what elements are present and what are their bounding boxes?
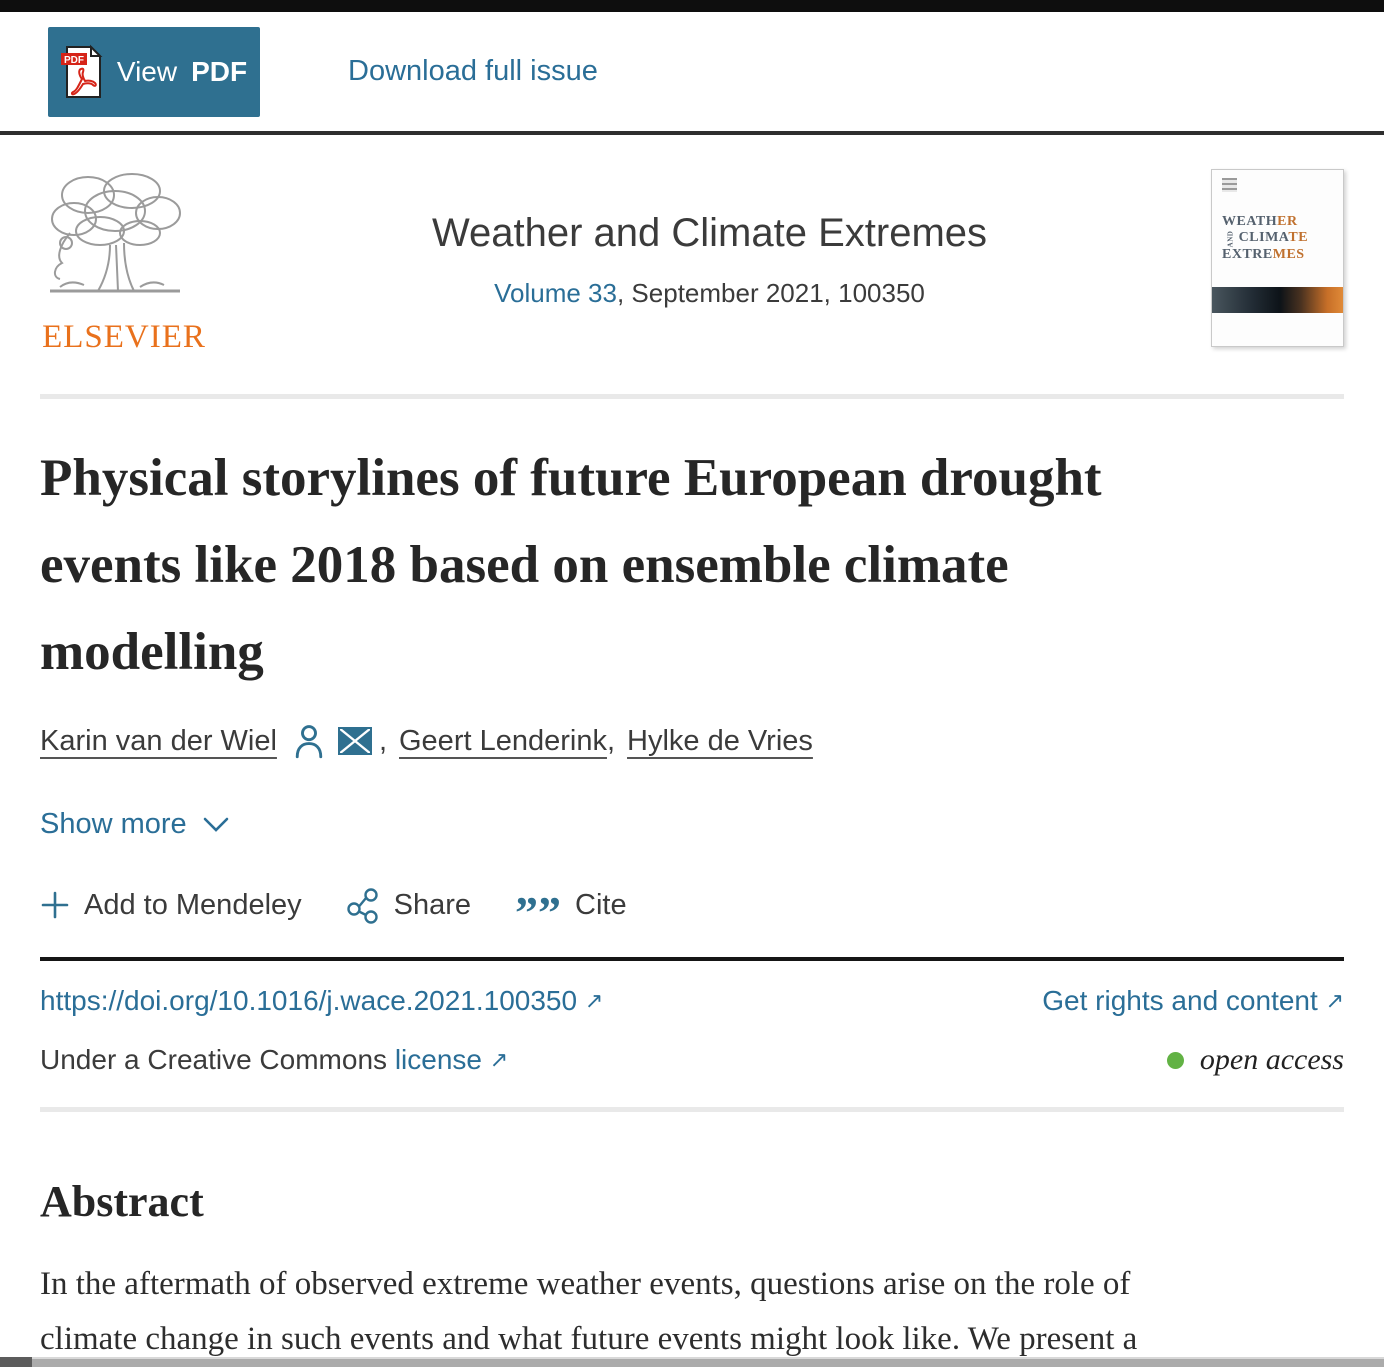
pdf-file-icon	[61, 45, 103, 99]
add-to-mendeley-label: Add to Mendeley	[84, 888, 302, 921]
abstract-line2: climate change in such events and what future events might look like. We present a	[40, 1321, 1138, 1357]
cover-line3-orange: MES	[1272, 247, 1305, 262]
cover-line1-orange: ER	[1277, 214, 1298, 229]
view-pdf-button[interactable]	[48, 27, 260, 117]
license-link-label: license	[394, 1044, 482, 1075]
cover-and-label: AND	[1226, 230, 1235, 248]
author-link-geert-lenderink[interactable]: Geert Lenderink	[399, 724, 607, 757]
cite-button[interactable]	[515, 887, 627, 938]
cover-line2-orange: TE	[1288, 230, 1309, 245]
elsevier-tree-icon	[40, 167, 190, 317]
author-separator: ,	[378, 724, 387, 757]
cover-mini-logo-icon	[1222, 178, 1237, 192]
section-divider	[40, 394, 1344, 399]
envelope-icon[interactable]	[338, 727, 372, 755]
horizontal-scrollbar[interactable]	[0, 1357, 1384, 1367]
open-access-badge	[1167, 1043, 1344, 1077]
author-link-karin-van-der-wiel[interactable]: Karin van der Wiel	[40, 724, 277, 757]
share-button[interactable]	[346, 887, 471, 923]
double-quote-icon: ””	[515, 887, 562, 938]
dark-divider	[40, 957, 1344, 961]
person-icon[interactable]	[293, 724, 325, 758]
cover-line3-dark: EXTRE	[1222, 247, 1273, 262]
author-list	[40, 724, 1344, 758]
journal-volume-line	[208, 278, 1211, 309]
external-link-icon: ↗	[1325, 988, 1344, 1013]
cover-banner-image	[1212, 287, 1343, 313]
journal-cover-thumbnail[interactable]	[1211, 169, 1344, 347]
view-pdf-label: View	[116, 55, 178, 87]
scrollbar-thumb[interactable]	[0, 1357, 32, 1367]
external-link-icon: ↗	[584, 988, 604, 1013]
download-full-issue-link[interactable]: Download full issue	[348, 55, 598, 87]
abstract-heading: Abstract	[40, 1177, 204, 1226]
plus-icon	[40, 890, 70, 920]
cover-title	[1222, 214, 1339, 263]
author-link-hylke-de-vries[interactable]: Hylke de Vries	[627, 724, 813, 757]
abstract-line1: In the aftermath of observed extreme weather events, questions arise on the role of	[40, 1266, 1131, 1302]
issue-info: , September 2021, 100350	[616, 278, 925, 308]
elsevier-wordmark: ELSEVIER	[42, 319, 206, 355]
article-title-line1: Physical storylines of future European drought	[40, 449, 1102, 507]
volume-link[interactable]: Volume 33	[494, 278, 617, 308]
cover-line1-dark: WEATH	[1222, 214, 1278, 229]
share-label: Share	[393, 888, 472, 921]
get-rights-link[interactable]	[1042, 985, 1344, 1017]
chevron-down-icon	[203, 816, 229, 834]
get-rights-label: Get rights and content	[1042, 985, 1318, 1016]
cite-label: Cite	[575, 888, 627, 921]
add-to-mendeley-button[interactable]	[40, 889, 302, 922]
top-black-bar	[0, 0, 1384, 12]
external-link-icon: ↗	[489, 1047, 509, 1072]
license-line	[40, 1044, 508, 1076]
view-pdf-label-bold: PDF	[191, 55, 248, 87]
license-link[interactable]	[395, 1044, 508, 1075]
article-title-line3: modelling	[40, 623, 264, 681]
section-divider	[40, 1107, 1344, 1112]
svg-text:PDF: PDF	[63, 54, 84, 66]
elsevier-logo[interactable]	[40, 167, 208, 356]
article-actions	[40, 887, 1344, 938]
open-access-label: open access	[1199, 1043, 1344, 1076]
journal-title-link[interactable]: Weather and Climate Extremes	[431, 211, 988, 255]
article-title-line2: events like 2018 based on ensemble climate	[40, 536, 1009, 594]
doi-link[interactable]	[40, 985, 603, 1017]
show-more-label: Show more	[40, 808, 187, 840]
doi-text: https://doi.org/10.1016/j.wace.2021.100350	[40, 985, 578, 1016]
journal-header	[40, 167, 1344, 356]
abstract-paragraph	[40, 1257, 1344, 1367]
cover-line2-dark: CLIMA	[1238, 230, 1289, 245]
show-more-button[interactable]	[40, 808, 229, 841]
article-toolbar	[0, 12, 1384, 135]
share-nodes-icon	[346, 887, 380, 923]
author-separator: ,	[606, 724, 616, 757]
open-access-dot-icon	[1167, 1052, 1184, 1069]
license-prefix: Under a Creative Commons	[40, 1044, 388, 1075]
article-title	[40, 435, 1344, 696]
